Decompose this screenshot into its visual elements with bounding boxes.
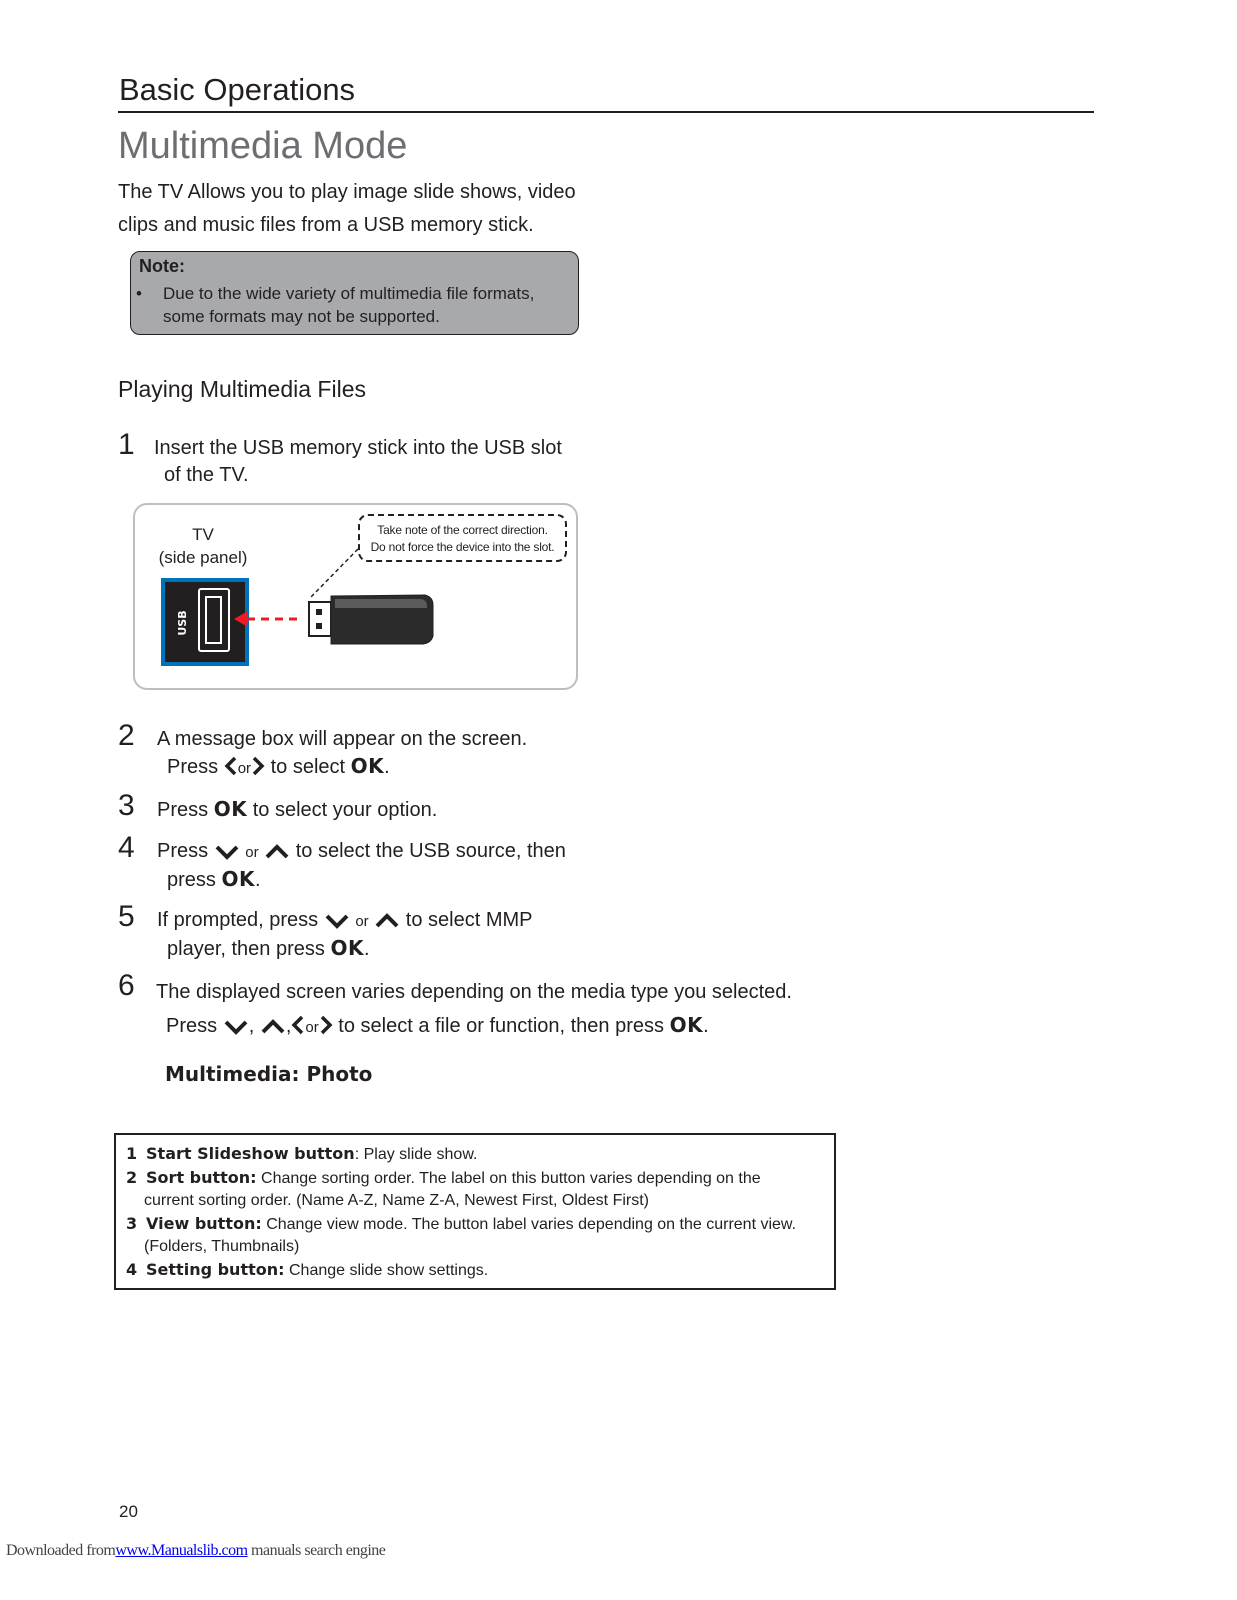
step-line: of the TV.	[164, 464, 249, 486]
section-header: Basic Operations	[119, 72, 356, 107]
intro-line: The TV Allows you to play image slide shows, video	[118, 181, 576, 203]
legend-label: Setting button:	[146, 1259, 285, 1279]
legend-item	[126, 1143, 826, 1167]
callout-line: Take note of the correct direction.	[377, 523, 548, 537]
usb-stick-highlight	[335, 599, 427, 608]
left-arrow-icon	[224, 756, 238, 776]
press-word: press	[167, 869, 216, 891]
usb-diagram	[135, 505, 580, 692]
usb-stick-connector	[309, 602, 331, 636]
callout-pointer	[311, 549, 358, 597]
step-pre: If prompted, press	[157, 909, 319, 931]
step-line	[156, 1009, 792, 1044]
step-line	[157, 935, 532, 963]
multimedia-photo-title: Multimedia: Photo	[165, 1062, 373, 1086]
legend-list	[126, 1143, 826, 1282]
step-line	[157, 866, 566, 894]
left-arrow-icon	[291, 1015, 305, 1035]
footer-prefix: Downloaded from	[6, 1542, 116, 1559]
comma: ,	[248, 1015, 255, 1037]
step-1-text	[154, 435, 562, 489]
or-word: or	[305, 1019, 319, 1036]
legend-item	[126, 1259, 826, 1283]
press-word: Press	[157, 799, 209, 821]
step-4-text	[157, 838, 566, 894]
step-number: 1	[118, 428, 135, 461]
step-rest: to select MMP	[405, 909, 533, 931]
ok-key: OK	[221, 867, 255, 891]
to-select-word: to select	[270, 756, 346, 778]
legend-item	[126, 1167, 826, 1191]
footer	[6, 1542, 385, 1560]
legend-num: 2	[126, 1167, 138, 1187]
callout-line: Do not force the device into the slot.	[370, 540, 555, 554]
step-number: 6	[118, 969, 135, 1002]
or-word: or	[237, 760, 252, 777]
note-line: Due to the wide variety of multimedia file formats,	[163, 284, 535, 303]
legend-num: 4	[126, 1259, 138, 1279]
step-number: 2	[118, 719, 135, 752]
legend-text: Change slide show settings.	[288, 1261, 489, 1279]
legend-item	[126, 1213, 826, 1237]
tv-sublabel: (side panel)	[158, 548, 248, 567]
page-title: Multimedia Mode	[118, 125, 408, 167]
period: .	[254, 869, 261, 891]
step-number: 4	[118, 831, 135, 864]
header-rule	[118, 111, 1094, 113]
usb-stick-pin	[316, 623, 322, 629]
note-bullet: •	[136, 284, 142, 303]
down-arrow-icon	[214, 844, 240, 860]
footer-suffix: manuals search engine	[247, 1542, 386, 1559]
or-word: or	[245, 844, 259, 861]
tv-label: TV	[192, 525, 214, 544]
step-6-text	[156, 976, 792, 1044]
step-line2-pre: player, then press	[167, 938, 325, 960]
step-2-text	[157, 726, 527, 782]
legend-continuation: current sorting order. (Name A-Z, Name Z-A, Newest First, Oldest First)	[144, 1192, 649, 1209]
intro-paragraph	[118, 176, 608, 242]
right-arrow-icon	[319, 1015, 333, 1035]
press-word: Press	[157, 840, 209, 862]
legend-continuation: (Folders, Thumbnails)	[144, 1238, 300, 1255]
sub-heading: Playing Multimedia Files	[118, 376, 366, 402]
note-text	[163, 282, 573, 328]
legend-label: Sort button:	[146, 1167, 257, 1187]
press-word: Press	[166, 1015, 218, 1037]
up-arrow-icon	[264, 844, 290, 860]
period: .	[384, 756, 390, 778]
ok-key: OK	[350, 754, 385, 778]
step-5-text	[157, 907, 532, 963]
comma: ,	[285, 1015, 292, 1037]
legend-sep: :	[354, 1146, 360, 1163]
step-3-text	[157, 796, 437, 824]
button-legend-box	[114, 1133, 836, 1290]
period: .	[703, 1015, 709, 1037]
legend-text: Change view mode. The button label varies depending on the current view.	[266, 1215, 797, 1233]
step-line: The displayed screen varies depending on the media type you selected.	[156, 981, 792, 1003]
usb-figure	[133, 503, 578, 690]
step-line	[157, 838, 566, 866]
ok-key: OK	[669, 1013, 704, 1037]
down-arrow-icon	[324, 913, 350, 929]
step-rest: to select the USB source, then	[295, 840, 566, 862]
up-arrow-icon	[260, 1019, 286, 1035]
usb-port-label: USB	[176, 610, 189, 636]
manualslib-link[interactable]: www.Manualslib.com	[115, 1542, 248, 1559]
usb-stick-pin	[316, 609, 322, 615]
step-line	[157, 907, 532, 935]
right-arrow-icon	[251, 756, 265, 776]
ok-key: OK	[213, 797, 248, 821]
step-number: 3	[118, 789, 135, 822]
press-word: Press	[167, 756, 219, 778]
legend-text: Change sorting order. The label on this button varies depending on the	[261, 1169, 761, 1187]
note-box	[130, 251, 579, 335]
note-line: some formats may not be supported.	[163, 307, 440, 326]
step-rest: to select your option.	[252, 799, 438, 821]
legend-label: View button:	[146, 1213, 262, 1233]
note-title: Note:	[139, 256, 185, 276]
step-line: Insert the USB memory stick into the USB slot	[154, 437, 562, 459]
step-rest: to select a file or function, then press	[338, 1015, 665, 1037]
up-arrow-icon	[374, 913, 400, 929]
step-line: A message box will appear on the screen.	[157, 728, 528, 750]
legend-text: Play slide show.	[363, 1146, 478, 1163]
legend-label: Start Slideshow button	[146, 1144, 355, 1163]
step-line	[157, 753, 527, 782]
or-word: or	[355, 913, 369, 930]
intro-line: clips and music files from a USB memory stick.	[118, 214, 534, 236]
page-number: 20	[119, 1502, 138, 1521]
legend-num: 3	[126, 1213, 138, 1233]
down-arrow-icon	[223, 1019, 249, 1035]
ok-key: OK	[330, 936, 364, 960]
legend-num: 1	[126, 1144, 138, 1163]
step-number: 5	[118, 900, 135, 933]
period: .	[363, 938, 370, 960]
